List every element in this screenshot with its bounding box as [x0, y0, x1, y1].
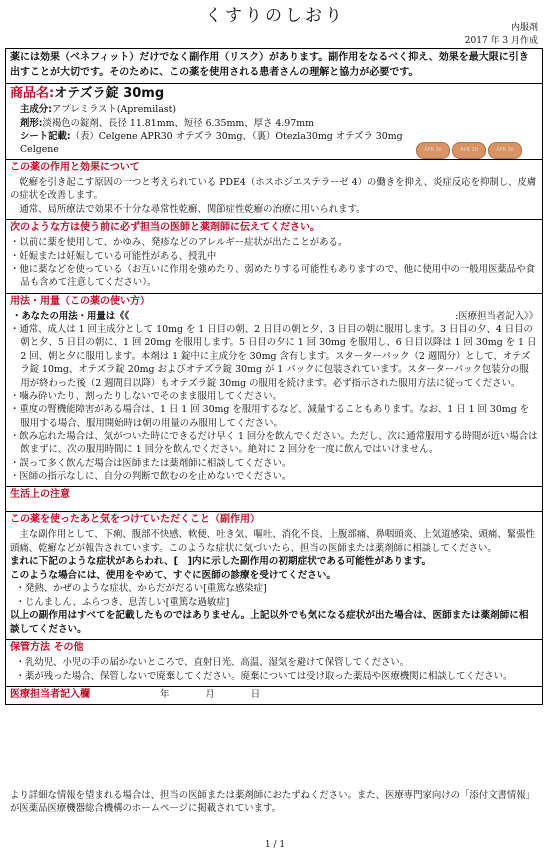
- side-effects-warning: まれに下記のような症状があらわれ、[ ]内に示した副作用の初期症状である可能性があります。: [10, 556, 432, 568]
- effects-paragraph: 通常、局所療法で効果不十分な尋常性乾癬、関節症性乾癬の治療に用いられます。: [19, 203, 366, 215]
- page-title: くすりのしおり: [205, 6, 345, 26]
- precautions-heading: 次のような方は使う前に必ず担当の医師と薬剤師に伝えてください。: [10, 222, 320, 234]
- daily-life-heading: 生活上の注意: [10, 489, 70, 501]
- form-row: [10, 117, 538, 130]
- intro-section: [6, 49, 542, 83]
- record-section: [6, 686, 542, 704]
- effects-paragraph: 乾癬を引き起こす原因の一つと考えられている PDE4（ホスホジエステラーゼ 4）の働きを抑え、炎症反応を抑制し、皮膚の症状を改善します。: [10, 177, 537, 202]
- your-dosage-label: ・あなたの用法・用量は《《: [12, 310, 130, 322]
- storage-item: ・薬が残った場合、保管しないで廃棄してください。廃棄については受け取った薬局や医療機関に相談してください。: [15, 670, 513, 682]
- dosage-item: ・飲み忘れた場合は、気がついた時にできるだけ早く 1 回分を飲んでください。ただし、次に通常服用する時間が近い場合は飲まずに、次の服用時間に 1 回分を飲んでください。絶対に 2 回分を一度に飲んではいけません。: [10, 430, 538, 456]
- side-effects-paragraph: 主な副作用として、下痢、腹部不快感、軟便、吐き気、嘔吐、消化不良、上腹部痛、鼻咽頭炎、上気道感染、頭痛、緊張性頭痛、乾癬などが報告されています。このような症状に気づいたら、担当の医師または薬剤師に相談してください。: [10, 529, 535, 554]
- tablet-pill: APR 30: [452, 142, 486, 159]
- side-effects-heading: この薬を使ったあと気をつけていただくこと（副作用）: [10, 514, 260, 526]
- footer-note: より詳細な情報を望まれる場合は、担当の医師または薬剤師におたずねください。また、医療専門家向けの「添付文書情報」が医薬品医療機器総合機構のホームページに掲載されています。: [10, 790, 536, 815]
- leaflet-frame: [5, 48, 543, 705]
- product-section: [6, 83, 542, 159]
- record-year[interactable]: 年: [160, 689, 170, 701]
- imprint-value: （表）Celgene APR30 オテズラ 30mg、（裏）Otezla30mg オテズラ 30mg Celgene: [20, 131, 403, 156]
- creation-date: 2017 年 3 月作成: [464, 36, 538, 46]
- effects-section: [6, 159, 542, 219]
- dosage-item: ・誤って多く飲んだ場合は医師または薬剤師に相談してください。: [10, 457, 292, 469]
- record-month[interactable]: 月: [205, 689, 215, 701]
- product-name-label: 商品名:: [10, 86, 55, 101]
- ingredient-value: アプレミラスト(Apremilast): [51, 104, 177, 116]
- effects-heading: この薬の作用と効果について: [10, 161, 140, 173]
- precaution-item: ・以前に薬を使用して、かゆみ、発疹などのアレルギー症状が出たことがある。: [10, 237, 348, 249]
- your-dosage-line: [10, 310, 538, 323]
- dosage-section: [6, 293, 542, 487]
- tablet-pill: APR 30: [488, 142, 522, 159]
- intro-text: 薬には効果（ベネフィット）だけでなく副作用（リスク）があります。副作用をなるべく抑え、効果を最大限に引き出すことが大切です。そのために、この薬を使用される患者さんの理解と協力が必要です。: [10, 52, 529, 78]
- precaution-item: ・他に薬などを使っている（お互いに作用を強めたり、弱めたりする可能性もありますので、他に使用中の一般用医薬品や食品も含めて注意してください）。: [10, 263, 535, 289]
- dosage-item: ・重度の腎機能障害がある場合は、1 日 1 回 30mg を服用するなど、減量することもあります。なお、1 日 1 回 30mg を服用する場合、服用開始時は朝の用量のみ服用してください。: [10, 404, 530, 429]
- dosage-item: ・医師の指示なしに、自分の判断で飲むのを止めないでください。: [10, 470, 292, 482]
- product-name: オテズラ錠 30mg: [54, 86, 165, 101]
- your-dosage-note: :医療担当者記入》》: [455, 310, 538, 322]
- record-date-fields: [160, 688, 260, 701]
- side-effect-item: ・じんましん、ふらつき、息苦しい[重篤な過敏症]: [15, 596, 230, 608]
- record-day[interactable]: 日: [250, 689, 261, 701]
- product-name-line: [10, 85, 538, 103]
- tablet-pill: APR 30: [416, 142, 450, 159]
- dosage-heading: 用法・用量（この薬の使い方）: [10, 295, 150, 307]
- daily-life-section: [6, 486, 542, 511]
- form-key: 剤形:: [20, 117, 43, 129]
- storage-heading: 保管方法 その他: [10, 642, 84, 654]
- side-effect-item: ・発熱、かぜのような症状、からだがだるい[重篤な感染症]: [15, 583, 267, 595]
- ingredient-row: [10, 103, 538, 116]
- storage-item: ・乳幼児、小児の手の届かないところで、直射日光、高温、湿気を避けて保管してください。: [15, 657, 410, 669]
- precaution-item: ・妊娠または妊娠している可能性がある、授乳中: [10, 250, 217, 262]
- record-heading: 医療担当者記入欄: [10, 689, 90, 701]
- page-number: 1 / 1: [264, 840, 286, 850]
- tablet-image: [416, 142, 522, 159]
- dosage-item: ・噛み砕いたり、割ったりしないでそのまま服用してください。: [10, 390, 282, 402]
- precautions-section: [6, 219, 542, 293]
- storage-section: [6, 639, 542, 686]
- imprint-key: シート記載:: [20, 131, 71, 143]
- dosage-item: ・通常、成人は 1 回主成分として 10mg を 1 日目の朝、2 日目の朝と夕、3 日目の朝に服用します。3 日目の夕、4 日目の朝と夕、5 日目の朝に、1 回 20mg を服用します。5 日目の夕に 1 回 30mg を服用し、6 日目以降は 1 回 30mg を 1 日 2 回、朝と夕に服用します。本剤は 1 錠中に主成分を 30mg 含有します。スターターパック（2 週間分）として、オテズラ錠 10mg、オテズラ錠 20mg およびオテズラ錠 30mg が 1 パックに包装されています。スターターパック包装分の服用が終わった後（2 週間目以降）もオテズラ錠 30mg の服用を続けます。必ず指示された服用方法に従ってください。: [10, 324, 537, 389]
- side-effects-action: このような場合には、使用をやめて、すぐに医師の診療を受けてください。: [10, 569, 336, 581]
- side-effects-note: 以上の副作用はすべてを記載したものではありません。上記以外でも気になる症状が出た場合は、医師または薬剤師に相談してください。: [10, 610, 529, 635]
- form-value: 淡褐色の錠剤、長径 11.81mm、短径 6.35mm、厚さ 4.97mm: [42, 117, 314, 129]
- dosage-form-type: 内服剤: [510, 23, 538, 33]
- ingredient-key: 主成分:: [20, 104, 52, 116]
- side-effects-section: [6, 511, 542, 639]
